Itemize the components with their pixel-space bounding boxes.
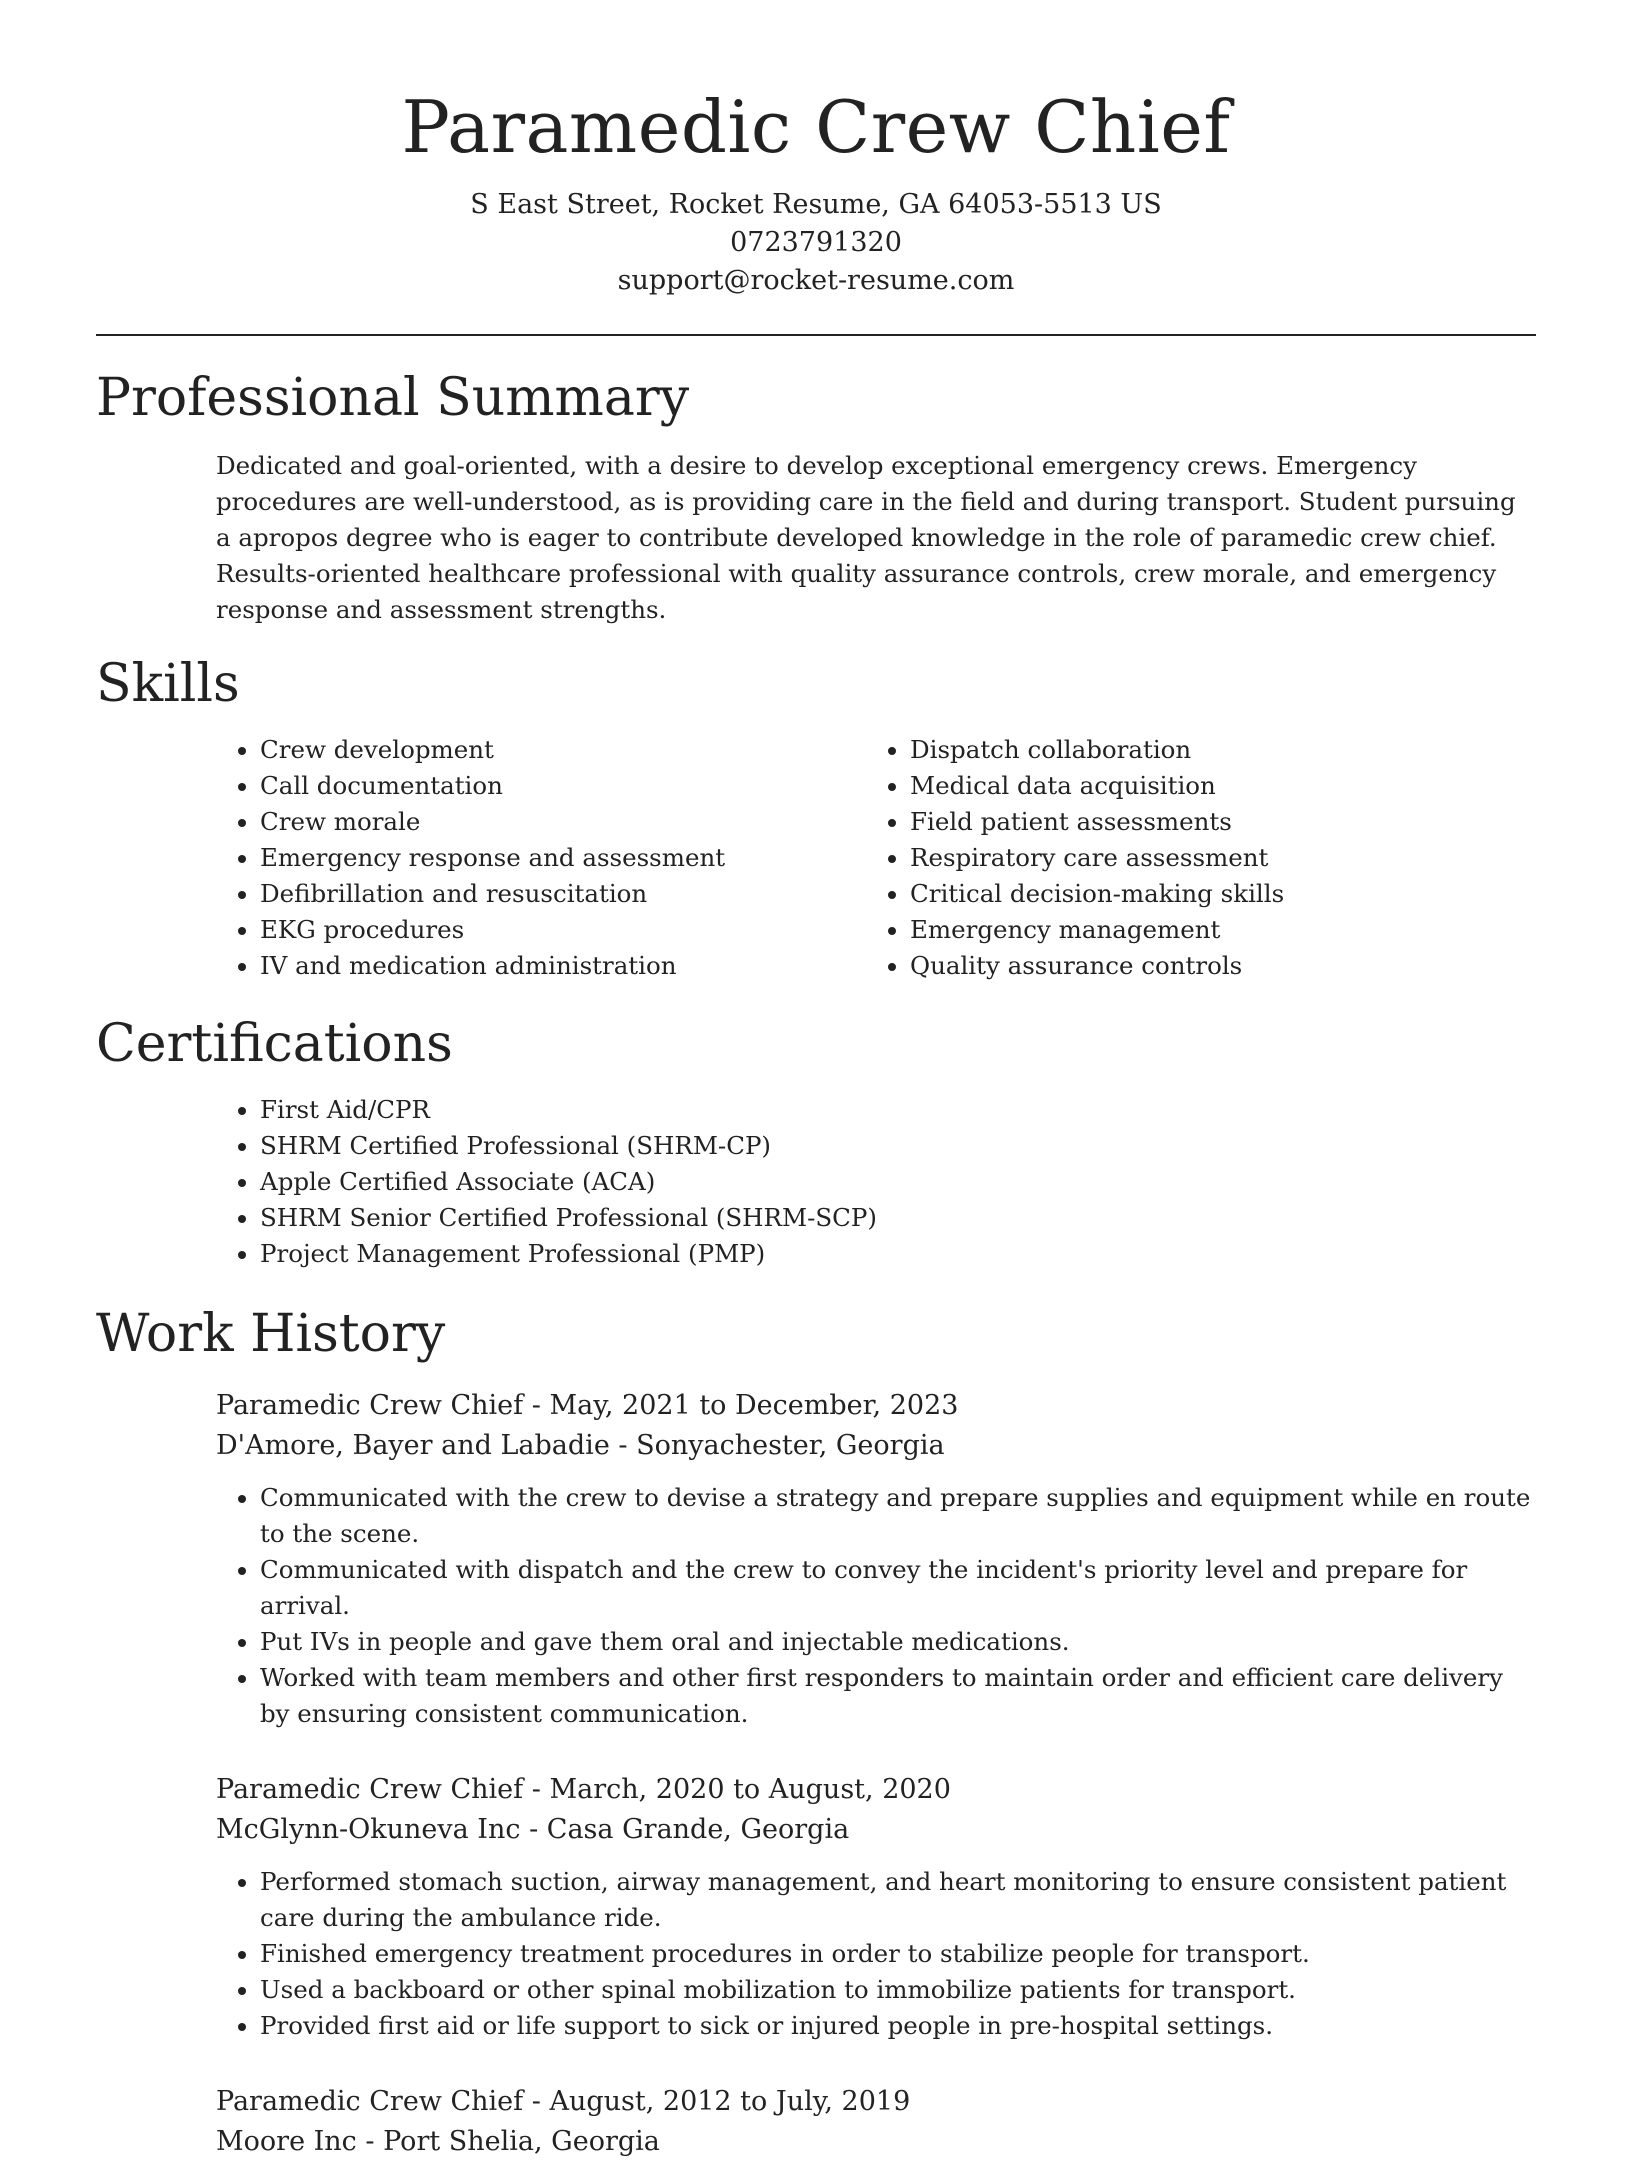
section-summary	[96, 366, 1536, 628]
job-location: Casa Grande, Georgia	[546, 1814, 850, 1845]
resume-page	[96, 0, 1536, 2162]
job-location: Sonyachester, Georgia	[636, 1430, 945, 1461]
skill-item: • Respiratory care assessment	[910, 840, 1410, 876]
job-entry	[216, 1386, 1536, 1732]
certification-item: • SHRM Certified Professional (SHRM-CP)	[260, 1128, 1536, 1164]
header-divider	[96, 334, 1536, 336]
skill-item: • Quality assurance controls	[910, 948, 1410, 984]
job-bullets	[216, 1480, 1536, 1732]
job-dates: August, 2012 to July, 2019	[549, 2086, 911, 2117]
skills-list-left	[96, 732, 760, 984]
job-bullet: • Performed stomach suction, airway management, and heart monitoring to ensure consistent patient care during the ambulance ride.	[260, 1864, 1536, 1936]
job-bullet: • Used a backboard or other spinal mobilization to immobilize patients for transport.	[260, 1972, 1536, 2008]
skill-item: • Emergency response and assessment	[260, 840, 760, 876]
certification-item: • Apple Certified Associate (ACA)	[260, 1164, 1536, 1200]
job-title: Paramedic Crew Chief	[216, 1390, 524, 1421]
contact-phone: 0723791320	[730, 227, 902, 258]
skill-item: • Field patient assessments	[910, 804, 1410, 840]
skill-item: • Dispatch collaboration	[910, 732, 1410, 768]
resume-header	[96, 0, 1536, 300]
job-bullet: • Communicated with dispatch and the crew to convey the incident's priority level and prepare for arrival.	[260, 1552, 1536, 1624]
job-company: D'Amore, Bayer and Labadie	[216, 1430, 610, 1461]
job-bullet: • Put IVs in people and gave them oral and injectable medications.	[260, 1624, 1536, 1660]
job-title: Paramedic Crew Chief	[216, 2086, 524, 2117]
skills-list-right	[760, 732, 1410, 984]
skill-item: • IV and medication administration	[260, 948, 760, 984]
job-bullets	[216, 1864, 1536, 2044]
job-dates: March, 2020 to August, 2020	[549, 1774, 951, 1805]
section-work-history	[96, 1302, 1536, 2162]
skill-item: • Critical decision-making skills	[910, 876, 1410, 912]
skills-grid	[96, 732, 1536, 984]
job-title-line: Paramedic Crew Chief - March, 2020 to August, 2020	[216, 1774, 951, 1805]
job-bullet: • Communicated with the crew to devise a strategy and prepare supplies and equipment while en route to the scene.	[260, 1480, 1536, 1552]
contact-info	[96, 186, 1536, 300]
work-history-heading: Work History	[96, 1304, 446, 1364]
skill-item: • Call documentation	[260, 768, 760, 804]
job-company-line: Moore Inc - Port Shelia, Georgia	[216, 2126, 660, 2157]
job-company: Moore Inc	[216, 2126, 357, 2157]
job-dates: May, 2021 to December, 2023	[549, 1390, 959, 1421]
candidate-name: Paramedic Crew Chief	[401, 85, 1231, 169]
job-location: Port Shelia, Georgia	[383, 2126, 660, 2157]
skill-item: • Crew morale	[260, 804, 760, 840]
skill-item: • Crew development	[260, 732, 760, 768]
job-bullet: • Worked with team members and other first responders to maintain order and efficient care delivery by ensuring consistent communication.	[260, 1660, 1536, 1732]
job-title-line: Paramedic Crew Chief - May, 2021 to December, 2023	[216, 1390, 959, 1421]
certifications-heading: Certifications	[96, 1014, 453, 1074]
job-bullet: • Finished emergency treatment procedures in order to stabilize people for transport.	[260, 1936, 1536, 1972]
certification-item: • First Aid/CPR	[260, 1092, 1536, 1128]
skill-item: • EKG procedures	[260, 912, 760, 948]
job-entry	[216, 1770, 1536, 2044]
job-company-line: McGlynn-Okuneva Inc - Casa Grande, Georgia	[216, 1814, 850, 1845]
certifications-list	[96, 1092, 1536, 1272]
job-company: McGlynn-Okuneva Inc	[216, 1814, 521, 1845]
certification-item: • SHRM Senior Certified Professional (SHRM-SCP)	[260, 1200, 1536, 1236]
job-entry	[216, 2082, 1536, 2162]
contact-address: S East Street, Rocket Resume, GA 64053-5513 US	[470, 189, 1162, 220]
skills-heading: Skills	[96, 654, 240, 714]
skill-item: • Medical data acquisition	[910, 768, 1410, 804]
section-certifications	[96, 1012, 1536, 1272]
job-company-line: D'Amore, Bayer and Labadie - Sonyachester, Georgia	[216, 1430, 945, 1461]
contact-email: support@rocket-resume.com	[617, 265, 1015, 296]
summary-heading: Professional Summary	[96, 368, 690, 428]
summary-text: Dedicated and goal-oriented, with a desire to develop exceptional emergency crews. Emergency procedures are well-understood, as is providing care in the field and during transport. Student pursuing a apropos degree who is eager to contribute developed knowledge in the role of paramedic crew chief. Results-oriented healthcare professional with quality assurance controls, crew morale, and emergency response and assessment strengths.	[216, 451, 1516, 624]
job-title-line: Paramedic Crew Chief - August, 2012 to July, 2019	[216, 2086, 911, 2117]
skill-item: • Emergency management	[910, 912, 1410, 948]
job-title: Paramedic Crew Chief	[216, 1774, 524, 1805]
skill-item: • Defibrillation and resuscitation	[260, 876, 760, 912]
certification-item: • Project Management Professional (PMP)	[260, 1236, 1536, 1272]
section-skills	[96, 652, 1536, 984]
job-bullet: • Provided first aid or life support to sick or injured people in pre-hospital settings.	[260, 2008, 1536, 2044]
